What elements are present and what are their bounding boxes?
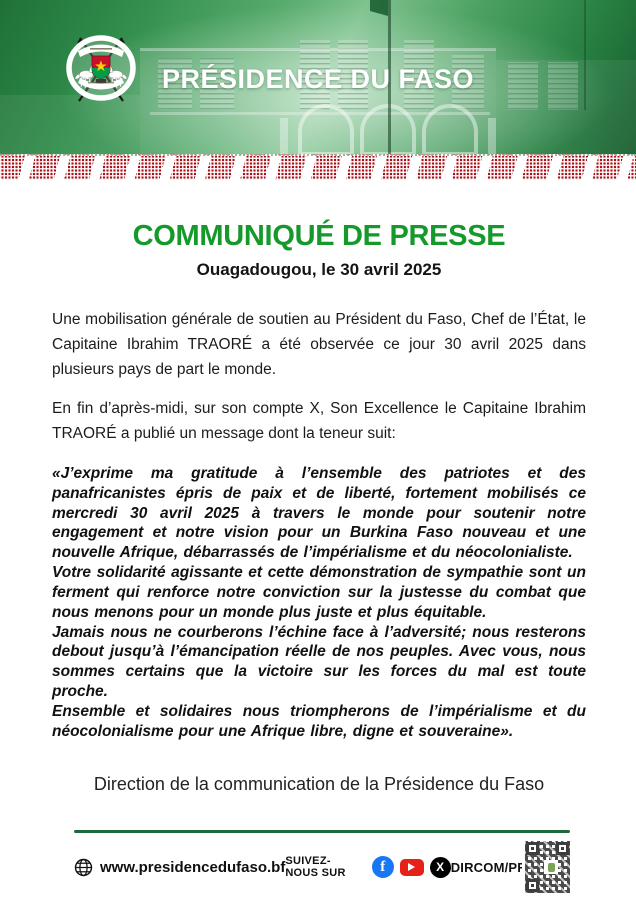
follow-label: SUIVEZ-NOUS SUR bbox=[285, 855, 346, 879]
footer bbox=[0, 830, 636, 900]
website-link[interactable] bbox=[74, 858, 285, 877]
president-quote bbox=[52, 464, 586, 742]
faso-danfani-pattern-band bbox=[0, 154, 636, 180]
communique-body bbox=[0, 220, 636, 795]
communique-title: COMMUNIQUÉ DE PRESSE bbox=[132, 220, 506, 252]
youtube-icon[interactable] bbox=[400, 859, 424, 876]
qr-center-logo bbox=[544, 860, 558, 874]
quote-paragraph: «J’exprime ma gratitude à l’ensemble des patriotes et des panafricanistes épris de paix et de liberté, fortement mobilisés ce mercredi 30 avril 2025 à travers le monde pour soutenir notre engagement et notre vision pour un Burkina Faso nouveau et une nouvelle Afrique, débarrassés de l’impérialisme et du néocolonialiste. bbox=[52, 464, 586, 562]
quote-paragraph: Jamais nous ne courberons l’échine face à l’adversité; nous resterons debout jusqu’à l’émancipation réelle de nos peuples. Avec vous, nous sommes certains que la victoire sur les forces du mal est toute proche. bbox=[52, 623, 586, 701]
signature-line: Direction de la communication de la Présidence du Faso bbox=[93, 773, 545, 794]
dircom-label: DIRCOM/PF bbox=[450, 859, 526, 875]
qr-finder-bottom-left bbox=[526, 879, 539, 892]
qr-code[interactable] bbox=[525, 841, 570, 893]
paragraph-context: En fin d’après-midi, sur son compte X, Son Excellence le Capitaine Ibrahim TRAORÉ a publié un message dont la teneur suit: bbox=[52, 400, 586, 443]
globe-icon bbox=[74, 858, 93, 877]
social-links bbox=[285, 855, 450, 879]
footer-divider bbox=[74, 830, 570, 833]
play-icon bbox=[408, 863, 415, 871]
header-title: PRÉSIDENCE DU FASO bbox=[161, 64, 475, 94]
quote-paragraph: Ensemble et solidaires nous triompherons de l’impérialisme et du néocolonialisme pour une Afrique libre, digne et souveraine». bbox=[52, 702, 586, 740]
header-banner bbox=[0, 0, 636, 154]
website-url: www.presidencedufaso.bf bbox=[100, 858, 286, 876]
quote-paragraph: Votre solidarité agissante et cette démonstration de sympathie sont un ferment qui renforce notre conviction sur la justesse du combat que nous menons pour un monde plus juste et plus équitable. bbox=[52, 564, 586, 621]
x-twitter-icon[interactable]: X bbox=[430, 857, 451, 878]
dateline: Ouagadougou, le 30 avril 2025 bbox=[196, 260, 442, 279]
paragraph-intro: Une mobilisation générale de soutien au Président du Faso, Chef de l’État, le Capitaine Ibrahim TRAORÉ a été observée ce jour 30 avril 2025 dans plusieurs pays de part le monde. bbox=[52, 311, 586, 378]
qr-finder-top-left bbox=[526, 842, 539, 855]
facebook-icon[interactable]: f bbox=[372, 856, 394, 878]
qr-finder-top-right bbox=[556, 842, 569, 855]
